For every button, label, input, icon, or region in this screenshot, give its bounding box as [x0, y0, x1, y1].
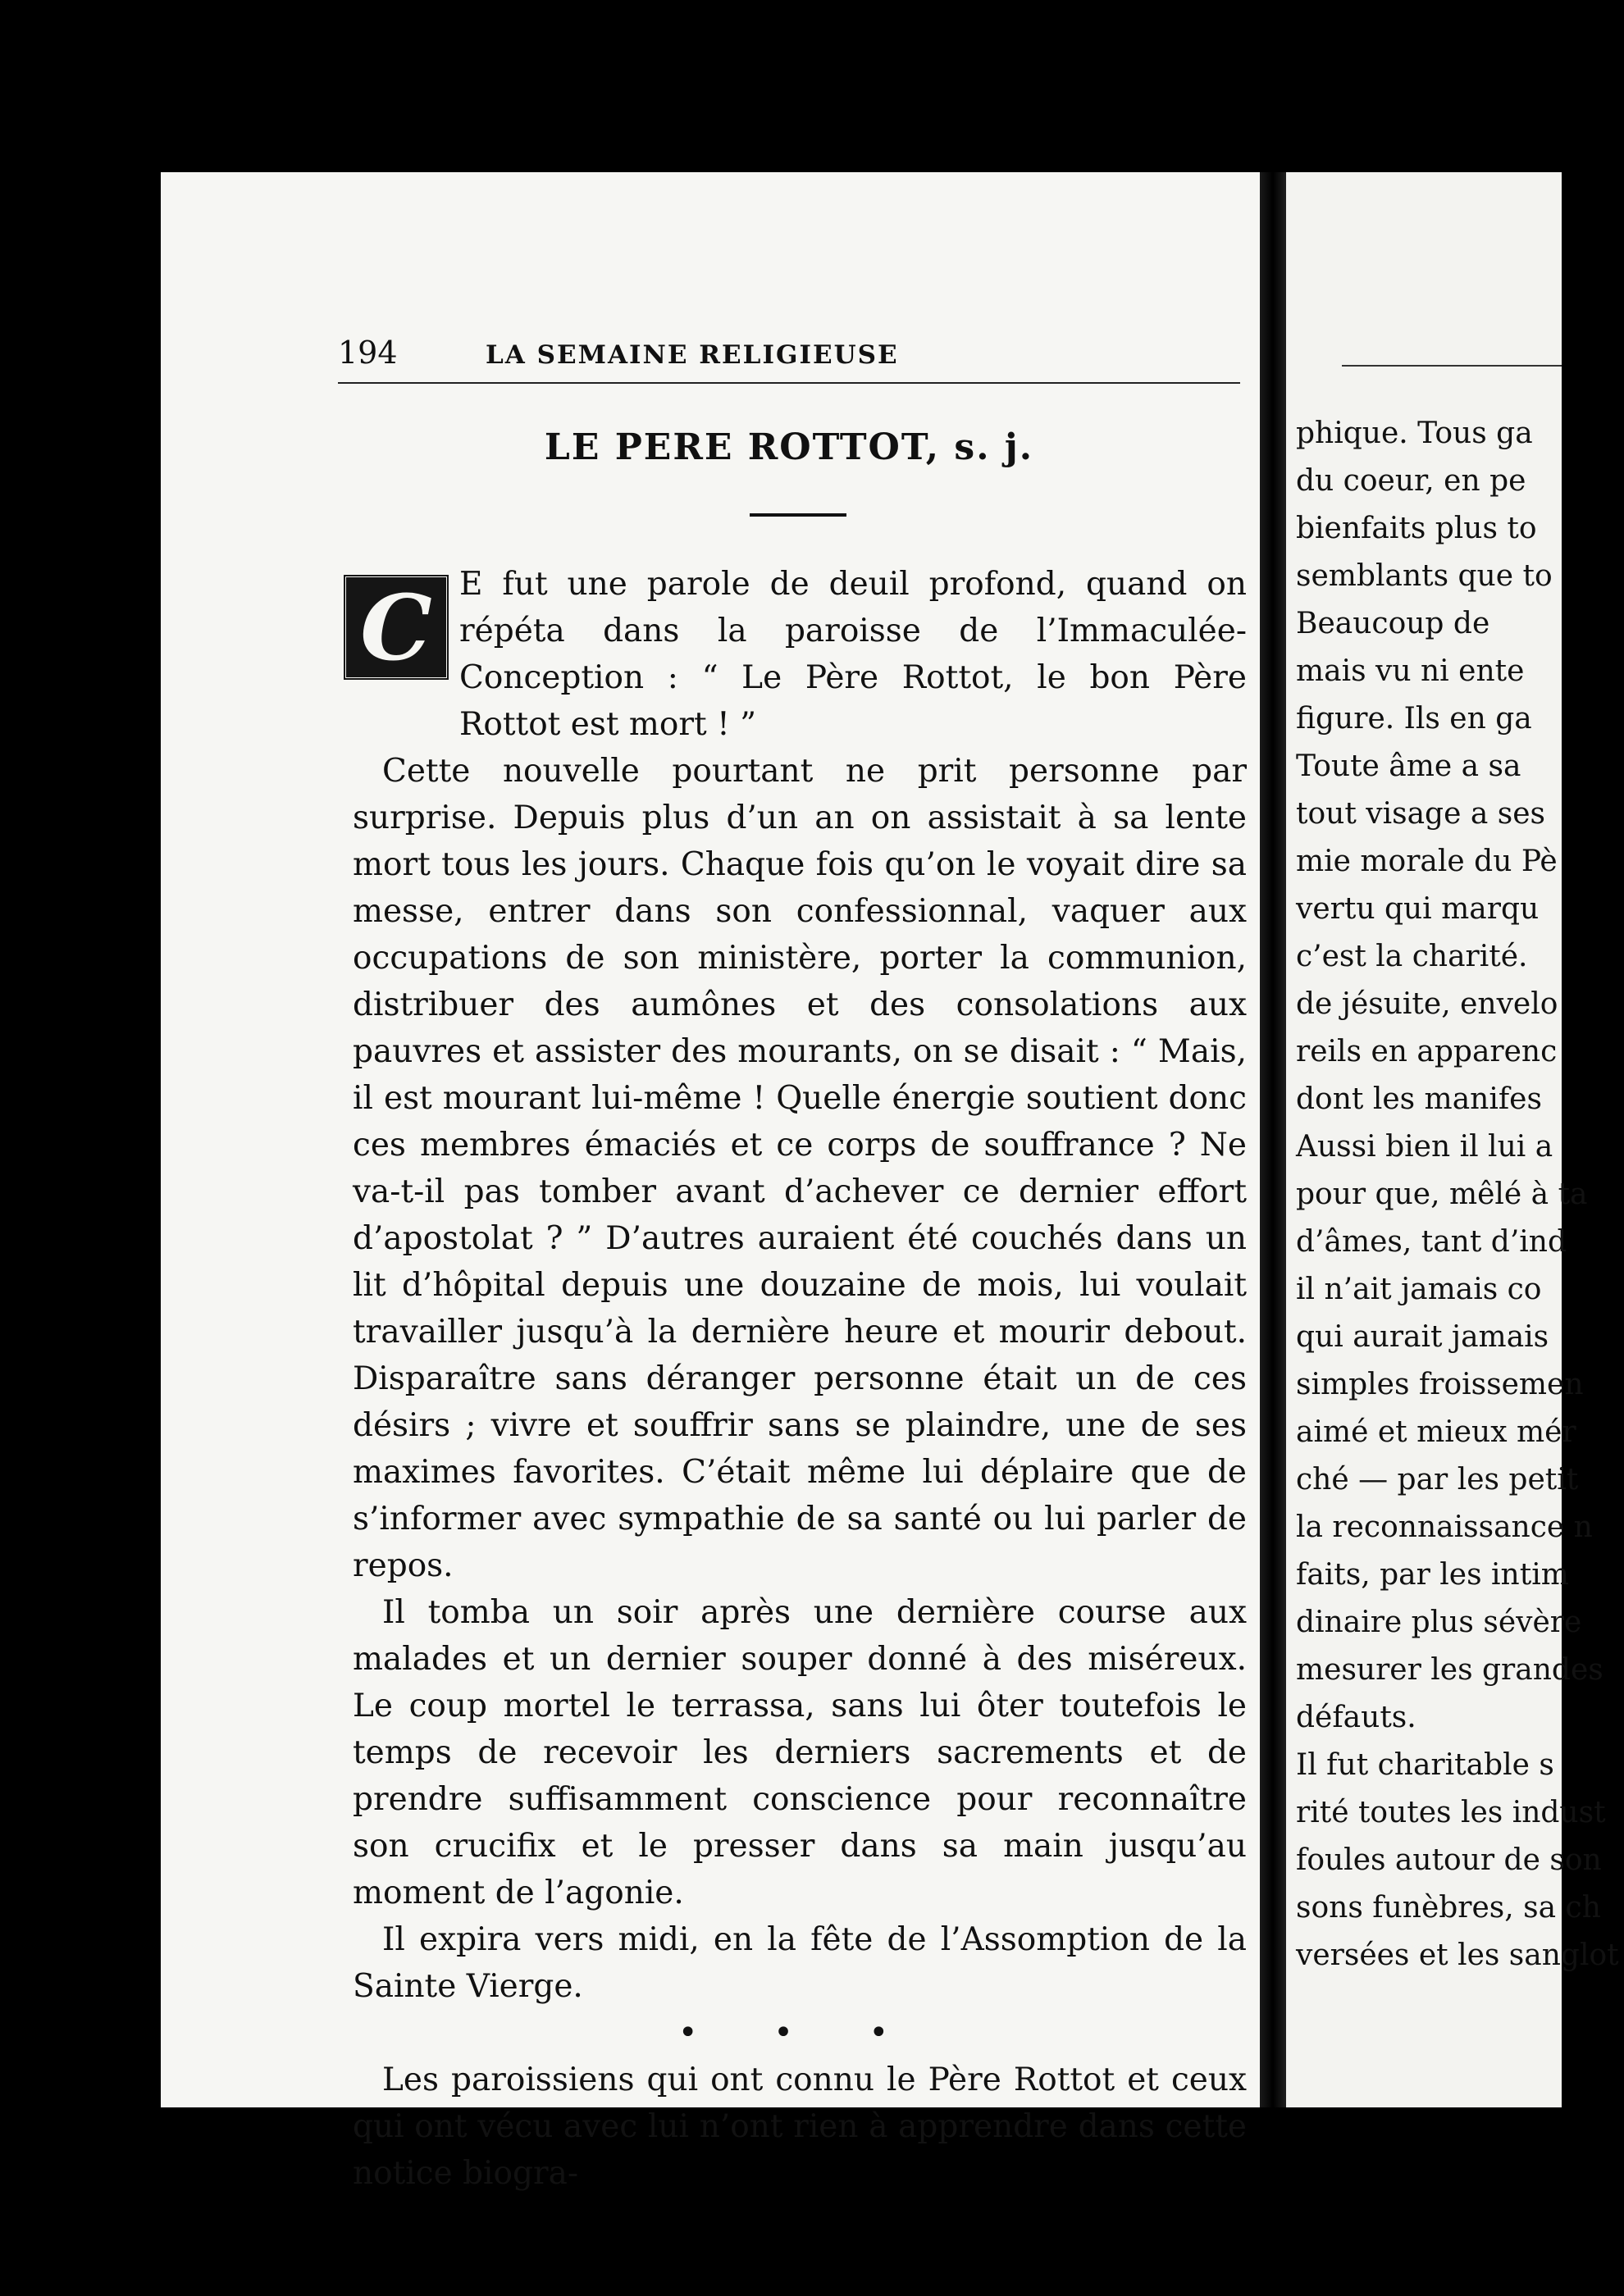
right-line: défauts.: [1296, 1701, 1416, 1734]
right-line: versées et les sanglot: [1296, 1938, 1619, 1972]
paragraph-3: Il tomba un soir après une dernière course aux malades et un dernier souper donné à des miséreux. Le coup mortel le terrassa, sans lui ôter toutefois le temps de recevoir les derniers sacrements et de prendre suffisamment conscience pour reconnaître son crucifix et le presser dans sa main jusqu’au moment de l’agonie.: [353, 1594, 1247, 1911]
right-line: de jésuite, envelo: [1296, 987, 1558, 1021]
right-line: semblants que to: [1296, 559, 1553, 593]
right-header-rule: [1342, 365, 1562, 367]
book-gutter: [1260, 172, 1286, 2107]
right-line: pour que, mêlé à ta: [1296, 1178, 1588, 1211]
right-line: du coeur, en pe: [1296, 464, 1526, 498]
right-line: Toute âme a sa: [1296, 749, 1521, 783]
paragraph-1: E fut une parole de deuil profond, quand on répéta dans la paroisse de l’Immaculée-Conception : “ Le Père Rottot, le bon Père Rottot est mort ! ”: [459, 566, 1247, 743]
article-body: [353, 561, 1247, 2197]
right-line: simples froissemen: [1296, 1368, 1584, 1401]
right-line: bienfaits plus to: [1296, 512, 1537, 545]
right-line: phique. Tous ga: [1296, 417, 1533, 450]
page-header: [338, 335, 1240, 371]
header-rule: [338, 382, 1240, 384]
right-line: la reconnaissance n: [1296, 1510, 1593, 1544]
right-line: mais vu ni ente: [1296, 654, 1525, 688]
right-page-text: [1296, 410, 1624, 1979]
right-line: dont les manifes: [1296, 1082, 1542, 1116]
paragraph-4: Il expira vers midi, en la fête de l’Assomption de la Sainte Vierge.: [353, 1921, 1247, 2005]
page-number: 194: [338, 335, 398, 371]
title-rule: [750, 513, 846, 517]
right-line: foules autour de son: [1296, 1843, 1602, 1877]
right-line: il n’ait jamais co: [1296, 1273, 1542, 1306]
right-line: dinaire plus sévère: [1296, 1606, 1582, 1639]
running-head: LA SEMAINE RELIGIEUSE: [486, 340, 899, 370]
section-ornament: • • •: [677, 2014, 922, 2052]
right-line: d’âmes, tant d’ind: [1296, 1225, 1567, 1259]
paragraph-5: Les paroissiens qui ont connu le Père Rottot et ceux qui ont vécu avec lui n’ont rien à apprendre dans cette notice biogra-: [353, 2061, 1247, 2192]
article-title: LE PERE ROTTOT, s. j.: [544, 426, 1034, 468]
paragraph-2: Cette nouvelle pourtant ne prit personne par surprise. Depuis plus d’un an on assistait à sa lente mort tous les jours. Chaque fois qu’on le voyait dire sa messe, entrer dans son confessionnal, vaquer aux occupations de son ministère, porter la communion, distribuer des aumônes et des consolations aux pauvres et assister des mourants, on se disait : “ Mais, il est mourant lui-même ! Quelle énergie soutient donc ces membres émaciés et ce corps de souffrance ? Ne va-t-il pas tomber avant d’achever ce dernier effort d’apostolat ? ” D’autres auraient été couchés dans un lit d’hôpital depuis une douzaine de mois, lui voulait travailler jusqu’à la dernière heure et mourir debout. Disparaître sans déranger personne était un de ces désirs ; vivre et souffrir sans se plaindre, une de ses maximes favorites. C’était même lui déplaire que de s’informer avec sympathie de sa santé ou lui parler de repos.: [353, 753, 1247, 1584]
right-line: mie morale du Pè: [1296, 845, 1558, 878]
right-line: Beaucoup de: [1296, 607, 1490, 640]
right-line: vertu qui marqu: [1296, 892, 1540, 926]
right-line: mesurer les grandes: [1296, 1653, 1603, 1687]
right-line: ché — par les petit: [1296, 1463, 1579, 1496]
right-line: aimé et mieux mér: [1296, 1415, 1576, 1449]
right-line: qui aurait jamais: [1296, 1320, 1549, 1354]
right-line: tout visage a ses: [1296, 797, 1545, 831]
right-line: c’est la charité.: [1296, 940, 1528, 973]
right-line: reils en apparenc: [1296, 1035, 1558, 1068]
drop-cap-initial: C: [343, 574, 449, 681]
right-line: Aussi bien il lui a: [1296, 1130, 1553, 1164]
right-line: sons funèbres, sa ch: [1296, 1891, 1601, 1925]
right-line: faits, par les intim: [1296, 1558, 1569, 1592]
right-line: rité toutes les indust: [1296, 1796, 1606, 1829]
right-line: Il fut charitable s: [1296, 1748, 1554, 1782]
right-line: figure. Ils en ga: [1296, 702, 1532, 736]
